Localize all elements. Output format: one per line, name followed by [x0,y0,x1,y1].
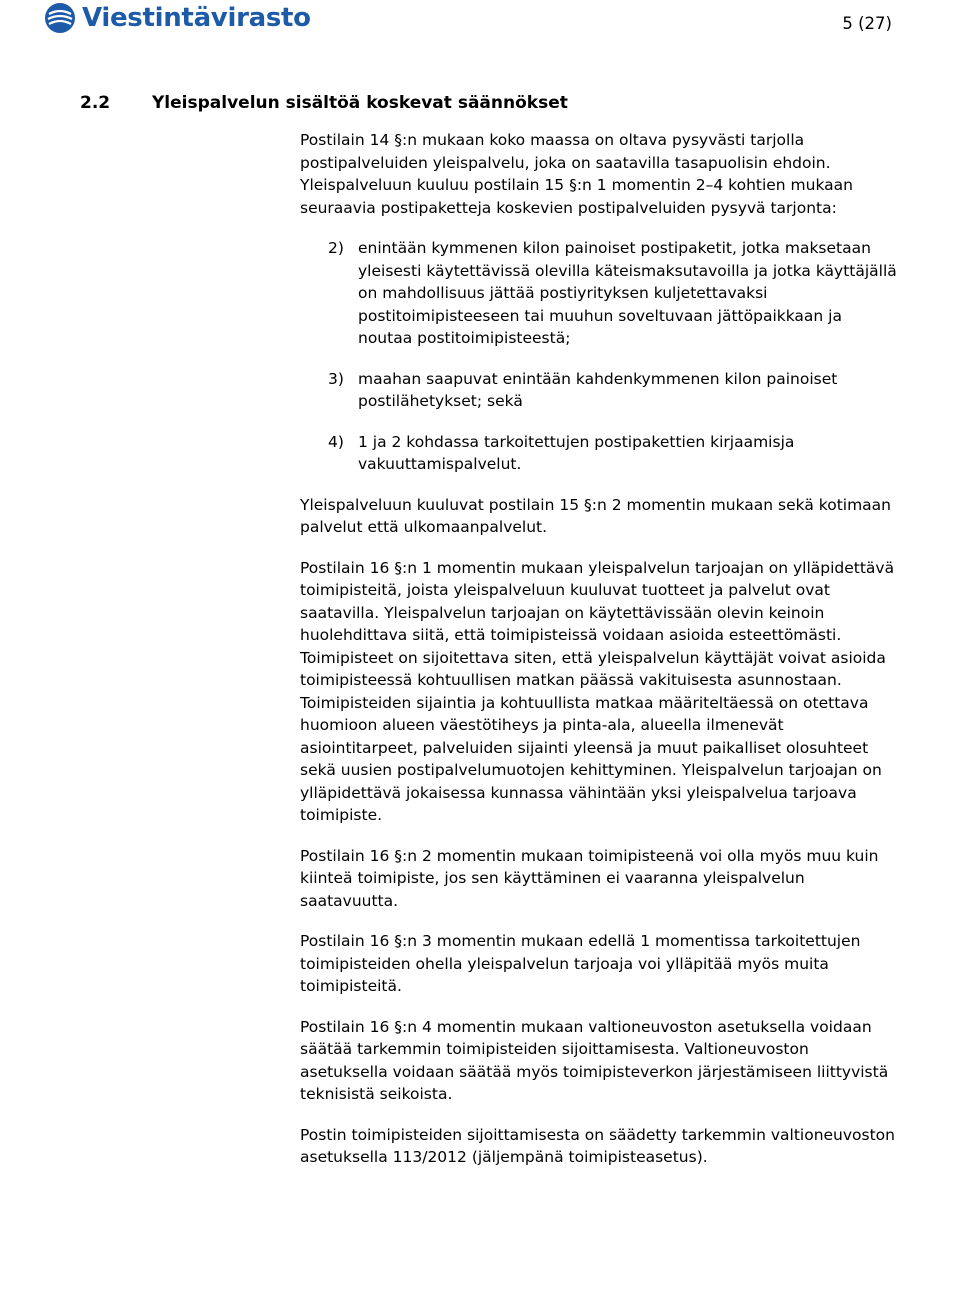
section-heading [80,93,568,113]
paragraph: Postilain 16 §:n 4 momentin mukaan valtioneuvoston asetuksella voidaan säätää tarkemmin toimipisteiden sijoittamisesta. Valtioneuvoston asetuksella voidaan säätää myös toimipisteverkon järjestämiseen liittyvistä teknisistä seikoista. [300,1017,889,1103]
body-text [300,129,900,1187]
logo-emblem-icon [44,2,76,34]
list-marker: 2) [328,239,344,257]
numbered-list [328,237,900,476]
page-number: 5 (27) [842,14,892,33]
section-title: Yleispalvelun sisältöä koskevat säännökset [152,93,568,113]
paragraph: Postilain 16 §:n 1 momentin mukaan yleispalvelun tarjoajan on ylläpidettävä toimipisteitä, joista yleispalveluun kuuluvat tuotteet ja palvelut ovat saatavilla. Yleispalvelun tarjoajan on käytettävissään olevin keinoin huolehdittava siitä, että toimipisteissä voidaan asioida esteettömästi. Toimipisteet on sijoitettava siten, että yleispalvelun käyttäjät voivat asioida toimipisteessä kohtuullisen matkan päässä vakituisesta asunnostaan. Toimipisteiden sijaintia ja kohtuullista matkaa määriteltäessä on otettava huomioon alueen väestötiheys ja pinta-ala, alueella ilmenevät asiointitarpeet, palveluiden sijainti yleensä ja muut paikalliset olosuhteet sekä uusien postipalvelumuotojen kehittyminen. Yleispalvelun tarjoajan on ylläpidettävä jokaisessa kunnassa vähintään yksi yleispalvelua tarjoava toimipiste. [300,558,895,824]
list-item [328,431,900,476]
list-item [328,368,900,413]
paragraph: Postilain 16 §:n 3 momentin mukaan edellä 1 momentissa tarkoitettujen toimipisteiden ohella yleispalvelun tarjoaja voi ylläpitää myös muita toimipisteitä. [300,932,861,995]
section-number: 2.2 [80,93,111,113]
paragraph: Yleispalveluun kuuluvat postilain 15 §:n 2 momentin mukaan sekä kotimaan palvelut että ulkomaanpalvelut. [300,495,892,536]
list-item-text: enintään kymmenen kilon painoiset postipaketit, jotka maksetaan yleisesti käytettävissä olevilla käteismaksutavoilla ja jotka käyttäjällä on mahdollisuus jättää postiyrityksen kuljetettavaksi postitoimipisteeseen tai muuhun soveltuvaan jättöpaikkaan ja noutaa postitoimipisteestä; [358,239,897,347]
list-item-text: maahan saapuvat enintään kahdenkymmenen kilon painoiset postilähetykset; sekä [358,369,838,410]
list-item [328,237,900,350]
paragraph: Postilain 16 §:n 2 momentin mukaan toimipisteenä voi olla myös muu kuin kiinteä toimipiste, jos sen käyttäminen ei vaaranna yleispalvelun saatavuutta. [300,846,879,910]
list-marker: 3) [328,369,344,388]
logo [44,2,311,34]
list-item-text: 1 ja 2 kohdassa tarkoitettujen postipakettien kirjaamisja vakuuttamispalvelut. [358,432,795,473]
paragraph: Postilain 14 §:n mukaan koko maassa on oltava pysyvästi tarjolla postipalveluiden yleispalvelu, joka on saatavilla tasapuolisin ehdoin. Yleispalveluun kuuluu postilain 15 §:n 1 momentin 2–4 kohtien mukaan seuraavia postipaketteja koskevien postipalveluiden pysyvä tarjonta: [300,131,854,217]
paragraph: Postin toimipisteiden sijoittamisesta on säädetty tarkemmin valtioneuvoston asetuksella 113/2012 (jäljempänä toimipisteasetus). [300,1125,895,1166]
list-marker: 4) [328,432,344,451]
logo-text: Viestintävirasto [82,3,311,33]
